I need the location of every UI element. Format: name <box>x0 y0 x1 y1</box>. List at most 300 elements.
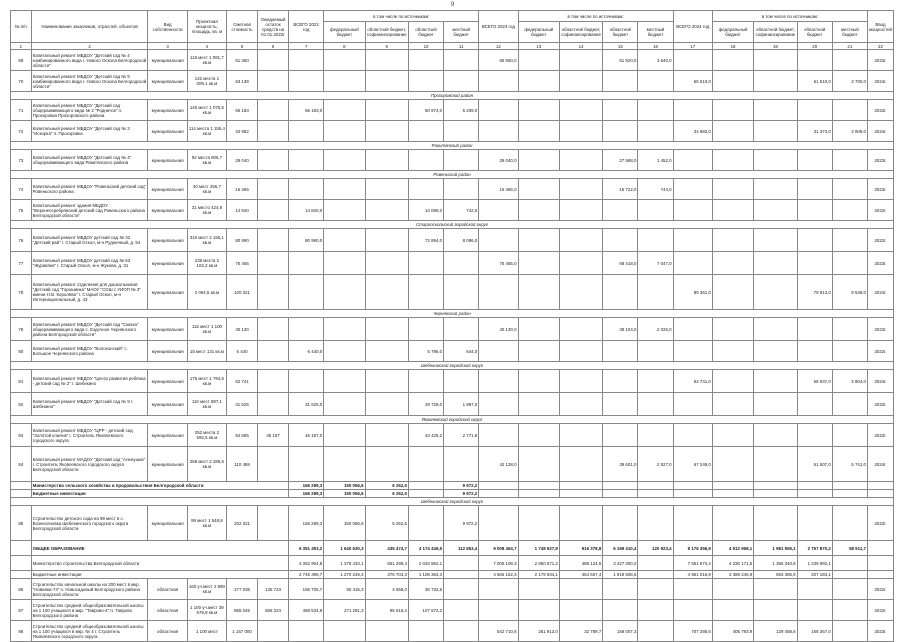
amount-f24 <box>712 482 753 490</box>
amount-rc24 <box>754 370 797 393</box>
column-number: 12 <box>479 43 518 50</box>
section-row <box>11 310 894 318</box>
amount-t23: 9 008 464,7 <box>479 541 518 556</box>
amount-t24: 65 510,0 <box>673 71 712 92</box>
table-row <box>11 121 894 142</box>
amount-t24: 7 651 674,4 <box>673 556 712 571</box>
amount-f22 <box>324 71 365 92</box>
amount-l24 <box>832 424 867 447</box>
remaining-funds <box>258 393 289 416</box>
amount-r22 <box>408 121 443 142</box>
capacity: 140 мест 1 075,6 кв.м <box>187 100 226 121</box>
amount-rc23 <box>559 490 602 498</box>
amount-r23 <box>603 200 638 221</box>
amount-t22 <box>289 621 324 642</box>
commission-year: 2022г. <box>867 579 893 600</box>
commission-year: 2022г. <box>867 424 893 447</box>
capacity: 110 мест 887,1 кв.м <box>187 393 226 416</box>
amount-rc24 <box>754 482 797 490</box>
commission-year <box>867 490 893 498</box>
amount-l22 <box>444 150 479 171</box>
object-name: Капитальный ремонт МБДОУ "Детский сад № 3 "Искорка" п. Прохоровка <box>31 121 148 142</box>
amount-t23 <box>479 341 518 362</box>
amount-r23 <box>603 370 638 393</box>
column-number: 9 <box>365 43 408 50</box>
amount-rc23 <box>559 482 602 490</box>
amount-r24 <box>797 200 832 221</box>
amount-r23 <box>603 121 638 142</box>
amount-t22 <box>289 318 324 341</box>
section-title: Ракитянский район <box>11 142 894 150</box>
federal-2022-header: федеральный бюджет <box>324 22 365 43</box>
section-title: Яковлевский городской округ <box>11 416 894 424</box>
amount-rc24 <box>754 200 797 221</box>
section-row <box>11 92 894 100</box>
total-label: Бюджетные инвестиции <box>31 490 288 498</box>
amount-f23 <box>518 179 559 200</box>
commission-year: 2022г. <box>867 341 893 362</box>
amount-t23 <box>479 393 518 416</box>
amount-t23: 75 465,0 <box>479 252 518 275</box>
amount-f24 <box>712 100 753 121</box>
amount-l23 <box>638 490 673 498</box>
column-number: 16 <box>638 43 673 50</box>
remaining-funds: 46 197 <box>258 424 289 447</box>
total-label: Министерство сельского хозяйства и продовольствия Белгородской области <box>31 482 288 490</box>
amount-t22 <box>289 447 324 482</box>
capacity: 268 мест 2 286,6 кв.м <box>187 447 226 482</box>
amount-l24 <box>832 490 867 498</box>
amount-f24 <box>712 179 753 200</box>
estimate-cost: 63 139 <box>227 71 258 92</box>
col-remaining-header: Ожидаемый остаток средств на 01.01.2022г <box>258 11 289 43</box>
amount-rc22 <box>365 71 408 92</box>
amount-rc23 <box>559 393 602 416</box>
commission-year: 2023г. <box>867 252 893 275</box>
amount-l23: 2 527,0 <box>638 447 673 482</box>
amount-rc24 <box>754 506 797 541</box>
amount-rc23 <box>559 506 602 541</box>
amount-rc24 <box>754 424 797 447</box>
amount-l24: 58 911,7 <box>832 541 867 556</box>
amount-rc23: 916 378,8 <box>559 541 602 556</box>
amount-r22 <box>408 71 443 92</box>
column-number: 5 <box>227 43 258 50</box>
amount-r22 <box>408 370 443 393</box>
amount-r22: 107 672,2 <box>408 600 443 621</box>
amount-f22 <box>324 200 365 221</box>
amount-rc24 <box>754 121 797 142</box>
amount-f23 <box>518 447 559 482</box>
capacity: 114 места 1 155,4 кв.м <box>187 121 226 142</box>
amount-t22: 6 440,0 <box>289 341 324 362</box>
row-number: 70 <box>11 71 32 92</box>
estimate-cost: 66 183 <box>227 100 258 121</box>
amount-f24 <box>712 424 753 447</box>
section-row <box>11 498 894 506</box>
amount-l24: 3 700,0 <box>832 71 867 92</box>
amount-rc24 <box>754 50 797 71</box>
amount-r23 <box>603 490 638 498</box>
amount-r23 <box>603 229 638 252</box>
ownership: муниципальная <box>148 341 187 362</box>
amount-t24 <box>673 579 712 600</box>
ownership: муниципальная <box>148 393 187 416</box>
capacity: 252 места 2 592,5 кв.м <box>187 424 226 447</box>
amount-rc24 <box>754 341 797 362</box>
table-row <box>11 621 894 642</box>
amount-f22: 1 376 433,1 <box>324 556 365 571</box>
ownership: муниципальная <box>148 121 187 142</box>
remaining-funds <box>258 447 289 482</box>
commission-year: 2023г. <box>867 621 893 642</box>
estimate-cost: 34 982 <box>227 121 258 142</box>
row-number: 76 <box>11 229 32 252</box>
remaining-funds: 658 324 <box>258 600 289 621</box>
row-number: 83 <box>11 424 32 447</box>
amount-r22: 4 174 449,5 <box>408 541 443 556</box>
amount-t22: 6 351 493,2 <box>289 541 324 556</box>
object-name: Капитальный ремонт МБДОУ детский сад № 63 "Журавлик" г. Старый Оскол, м-н Жукова, д. 31 <box>31 252 148 275</box>
regional-2023-header: областной бюджет <box>603 22 638 43</box>
amount-f24: 405 793,9 <box>712 621 753 642</box>
estimate-cost: 1 157 000 <box>227 621 258 642</box>
amount-l24 <box>832 393 867 416</box>
total-row <box>11 490 894 498</box>
amount-f22 <box>324 121 365 142</box>
amount-f24 <box>712 200 753 221</box>
regional-2022-header: областной бюджет <box>408 22 443 43</box>
column-number: 1 <box>11 43 32 50</box>
amount-l23 <box>638 71 673 92</box>
amount-l22 <box>444 71 479 92</box>
amount-f22: 150 056,6 <box>324 482 365 490</box>
amount-r23 <box>603 71 638 92</box>
amount-l22 <box>444 50 479 71</box>
total-row <box>11 571 894 579</box>
amount-l24 <box>832 252 867 275</box>
amount-l24 <box>832 600 867 621</box>
amount-t23 <box>479 229 518 252</box>
column-number: 10 <box>408 43 443 50</box>
amount-rc24: 129 458,6 <box>754 621 797 642</box>
amount-l23: 2 026,0 <box>638 318 673 341</box>
ownership: муниципальная <box>148 150 187 171</box>
amount-l24 <box>832 50 867 71</box>
section-title: Ровеньский район <box>11 171 894 179</box>
col-commission-header: Ввод мощностей <box>867 11 893 43</box>
amount-r24: 2 757 870,2 <box>797 541 832 556</box>
object-name: Капитальный ремонт здания МБДОУ "Верхнесеребрянский детский сад Ровеньского района Белгородской области" <box>31 200 148 221</box>
amount-t23 <box>479 424 518 447</box>
amount-t24: 4 951 016,9 <box>673 571 712 579</box>
row-number: 86 <box>11 579 32 600</box>
amount-f23 <box>518 50 559 71</box>
amount-l23: 1 452,0 <box>638 150 673 171</box>
object-name: Строительство начальной школы на 200 мест в мкр. "Новинки-74" п. Новосадовый Белгородского района Белгородской области <box>31 579 148 600</box>
object-name: Капитальный ремонт МБДОУ "Волоконский" с. Большое Чернянского района <box>31 341 148 362</box>
object-name: Капитальный ремонт МБДОУ "Детский сад № 9 г. Шебекино" <box>31 393 148 416</box>
capacity: 92 места 806,7 кв.м <box>187 150 226 171</box>
commission-year: 2022г. <box>867 100 893 121</box>
amount-r24: 207 183,1 <box>797 571 832 579</box>
capacity: 1 100 мест <box>187 621 226 642</box>
amount-t23: 29 040,0 <box>479 150 518 171</box>
amount-r22: 35 732,5 <box>408 579 443 600</box>
amount-l24 <box>832 482 867 490</box>
column-number: 13 <box>518 43 559 50</box>
column-number: 18 <box>712 43 753 50</box>
amount-f24 <box>712 150 753 171</box>
amount-l22 <box>444 579 479 600</box>
amount-t24 <box>673 600 712 621</box>
col-ownership-header: Вид собственности <box>148 11 187 43</box>
amount-rc22: 376 703,3 <box>365 571 408 579</box>
local-2024-header: местный бюджет <box>832 22 867 43</box>
estimate-cost: 202 321 <box>227 506 258 541</box>
capacity: 115 мест 1 100 кв.м <box>187 318 226 341</box>
amount-f22 <box>324 341 365 362</box>
col-total2023-header: ВСЕГО 2023 год <box>479 11 518 43</box>
remaining-funds <box>258 252 289 275</box>
capacity: 1 100 уч.мест 39 679,8 кв.м <box>187 600 226 621</box>
amount-f23 <box>518 252 559 275</box>
capacity: 115 мест 1 081,7 кв.м <box>187 50 226 71</box>
amount-t23: 4 665 152,3 <box>479 571 518 579</box>
commission-year <box>867 556 893 571</box>
amount-t23 <box>479 579 518 600</box>
amount-l23 <box>638 571 673 579</box>
amount-l22 <box>444 556 479 571</box>
amount-r24 <box>797 424 832 447</box>
amount-f23 <box>518 100 559 121</box>
commission-year: 2022г. <box>867 600 893 621</box>
amount-l24 <box>832 179 867 200</box>
amount-rc24 <box>754 447 797 482</box>
object-name: Строительство средней общеобразовательной школы на 1 100 учащихся в мкр. № 4 г. Строитель Яковлевского городского округа <box>31 621 148 642</box>
remaining-funds <box>258 71 289 92</box>
amount-l24 <box>832 556 867 571</box>
section-row <box>11 142 894 150</box>
amount-f23 <box>518 482 559 490</box>
column-number: 4 <box>187 43 226 50</box>
amount-l24 <box>832 150 867 171</box>
estimate-cost: 110 488 <box>227 447 258 482</box>
object-name: Строительство средней общеобразовательной школы на 1 100 учащихся в мкр. "Таврово-4" п. Таврово Белгородского района <box>31 600 148 621</box>
amount-l22: 5 209,0 <box>444 100 479 121</box>
amount-t23: 42 128,0 <box>479 447 518 482</box>
capacity: 175 мест 1 794,6 кв.м <box>187 370 226 393</box>
amount-l23 <box>638 579 673 600</box>
amount-rc23 <box>559 579 602 600</box>
amount-t24 <box>673 252 712 275</box>
total-label: Министерство строительства Белгородской области <box>31 556 288 571</box>
amount-rc23 <box>559 50 602 71</box>
amount-r22 <box>408 482 443 490</box>
amount-rc23 <box>559 150 602 171</box>
amount-r24 <box>797 100 832 121</box>
amount-t22 <box>289 121 324 142</box>
amount-rc22 <box>365 252 408 275</box>
row-number: 78 <box>11 275 32 310</box>
ownership: муниципальная <box>148 506 187 541</box>
amount-r22 <box>408 318 443 341</box>
amount-f22 <box>324 179 365 200</box>
amount-f22: 150 056,6 <box>324 490 365 498</box>
amount-l24: 5 741,0 <box>832 447 867 482</box>
amount-f23 <box>518 393 559 416</box>
amount-l23 <box>638 200 673 221</box>
amount-f23 <box>518 490 559 498</box>
amount-rc22: 651 289,4 <box>365 556 408 571</box>
amount-r24 <box>797 579 832 600</box>
amount-rc24 <box>754 179 797 200</box>
amount-l24 <box>832 229 867 252</box>
amount-t23 <box>479 71 518 92</box>
commission-year <box>867 482 893 490</box>
row-number: 73 <box>11 150 32 171</box>
amount-r22: 14 098,0 <box>408 200 443 221</box>
amount-t23 <box>479 121 518 142</box>
column-number: 14 <box>559 43 602 50</box>
amount-rc22: 96 618,2 <box>365 600 408 621</box>
remaining-funds: 135 723 <box>258 579 289 600</box>
total-label: Бюджетные инвестиции <box>31 571 288 579</box>
amount-r23 <box>603 100 638 121</box>
object-name: Капитальный ремонт МБДОУ "Детский сад "Сказка" общеразвивающего вида с. Ездочное Чернянского района Белгородской области" <box>31 318 148 341</box>
amount-rc22 <box>365 229 408 252</box>
row-number <box>11 571 32 579</box>
table-row <box>11 179 894 200</box>
column-number: 22 <box>867 43 893 50</box>
amount-t22: 14 840,0 <box>289 200 324 221</box>
ownership: муниципальная <box>148 447 187 482</box>
amount-l23 <box>638 341 673 362</box>
amount-f22: 1 270 249,3 <box>324 571 365 579</box>
col-estimate-header: Сметная стоимость <box>227 11 258 43</box>
table-row <box>11 447 894 482</box>
amount-rc23 <box>559 179 602 200</box>
amount-r22: 2 034 962,1 <box>408 556 443 571</box>
remaining-funds <box>258 100 289 121</box>
amount-t23: 65 560,0 <box>479 50 518 71</box>
amount-r24: 1 239 960,1 <box>797 556 832 571</box>
amount-t24 <box>673 341 712 362</box>
amount-rc23 <box>559 252 602 275</box>
col-capacity-header: Проектная мощность, площадь, кв. м <box>187 11 226 43</box>
regional-cofin-2023-header: областной бюджет, софинансирование <box>559 22 602 43</box>
amount-l22: 742,0 <box>444 200 479 221</box>
amount-t22: 66 183,0 <box>289 100 324 121</box>
amount-f22 <box>324 318 365 341</box>
ownership: муниципальная <box>148 229 187 252</box>
amount-t24 <box>673 482 712 490</box>
column-numbers-row <box>11 43 894 50</box>
total-row <box>11 556 894 571</box>
amount-l22: 9 972,2 <box>444 490 479 498</box>
row-number: 87 <box>11 600 32 621</box>
amount-f23: 2 179 934,1 <box>518 571 559 579</box>
header-row-top <box>11 11 894 22</box>
estimate-cost: 31 625 <box>227 393 258 416</box>
amount-r23 <box>603 341 638 362</box>
amount-rc23 <box>559 370 602 393</box>
column-number: 15 <box>603 43 638 50</box>
total-row <box>11 482 894 490</box>
section-title: Старооскольский городской округ <box>11 221 894 229</box>
ownership: муниципальная <box>148 179 187 200</box>
amount-rc22 <box>365 424 408 447</box>
amount-t22: 166 289,3 <box>289 482 324 490</box>
amount-t24: 34 982,0 <box>673 121 712 142</box>
amount-f24 <box>712 490 753 498</box>
amount-r22 <box>408 490 443 498</box>
amount-l22 <box>444 447 479 482</box>
table-row <box>11 341 894 362</box>
amount-r23: 1 919 508,6 <box>603 571 638 579</box>
amount-r24 <box>797 600 832 621</box>
row-number: 88 <box>11 621 32 642</box>
remaining-funds <box>258 275 289 310</box>
amount-l23 <box>638 275 673 310</box>
amount-rc24 <box>754 252 797 275</box>
estimate-cost: 84 685 <box>227 424 258 447</box>
commission-year: 2024г. <box>867 275 893 310</box>
amount-rc22: 6 252,5 <box>365 506 408 541</box>
amount-r24 <box>797 252 832 275</box>
amount-f23 <box>518 341 559 362</box>
amount-r23 <box>603 506 638 541</box>
amount-rc24 <box>754 393 797 416</box>
amount-rc22: 6 252,5 <box>365 482 408 490</box>
amount-r24: 168 367,0 <box>797 621 832 642</box>
row-number: 82 <box>11 393 32 416</box>
remaining-funds <box>258 318 289 341</box>
amount-l23: 7 047,0 <box>638 252 673 275</box>
amount-t22: 4 352 904,8 <box>289 556 324 571</box>
table-row <box>11 424 894 447</box>
amount-r22 <box>408 275 443 310</box>
amount-r24 <box>797 490 832 498</box>
amount-t24 <box>673 393 712 416</box>
table-row <box>11 393 894 416</box>
amount-l23 <box>638 424 673 447</box>
estimate-cost: 865 045 <box>227 600 258 621</box>
amount-l22: 1 897,0 <box>444 393 479 416</box>
amount-l24 <box>832 621 867 642</box>
column-number: 21 <box>832 43 867 50</box>
row-number <box>11 541 32 556</box>
amount-f23 <box>518 275 559 310</box>
capacity: 40 мест 456,7 кв.м <box>187 179 226 200</box>
amount-r24: 58 937,0 <box>797 370 832 393</box>
object-name: Капитальный ремонт МАДОУ "Детский сад "Аленушка" г. Строитель Яковлевского городского округа Белгородской области <box>31 447 148 482</box>
commission-year: 2022г. <box>867 393 893 416</box>
amount-l23 <box>638 506 673 541</box>
amount-t23 <box>479 275 518 310</box>
amount-rc22 <box>365 150 408 171</box>
amount-r22 <box>408 179 443 200</box>
amount-r24 <box>797 229 832 252</box>
amount-l23: 120 923,4 <box>638 541 673 556</box>
object-name: Капитальный ремонт отделения для дошкольников "Детский сад "Горошинка" МАОУ "СОШ с УИОП № 3" имени Н.В. Королёва" г. Старый Оскол, м-н Интернациональный, д. 43 <box>31 275 148 310</box>
object-name: Капитальный ремонт МБДОУ "Детский сад общеразвивающего вида № 2 "Родничок" п. Прохоровка Прохоровского района <box>31 100 148 121</box>
section-row <box>11 416 894 424</box>
object-name: Капитальный ремонт МБДОУ "Центр развития ребёнка - детский сад № 2" г. Шебекино <box>31 370 148 393</box>
amount-r24 <box>797 50 832 71</box>
capacity: 2 064,5 кв.м <box>187 275 226 310</box>
amount-rc22: 6 252,5 <box>365 490 408 498</box>
